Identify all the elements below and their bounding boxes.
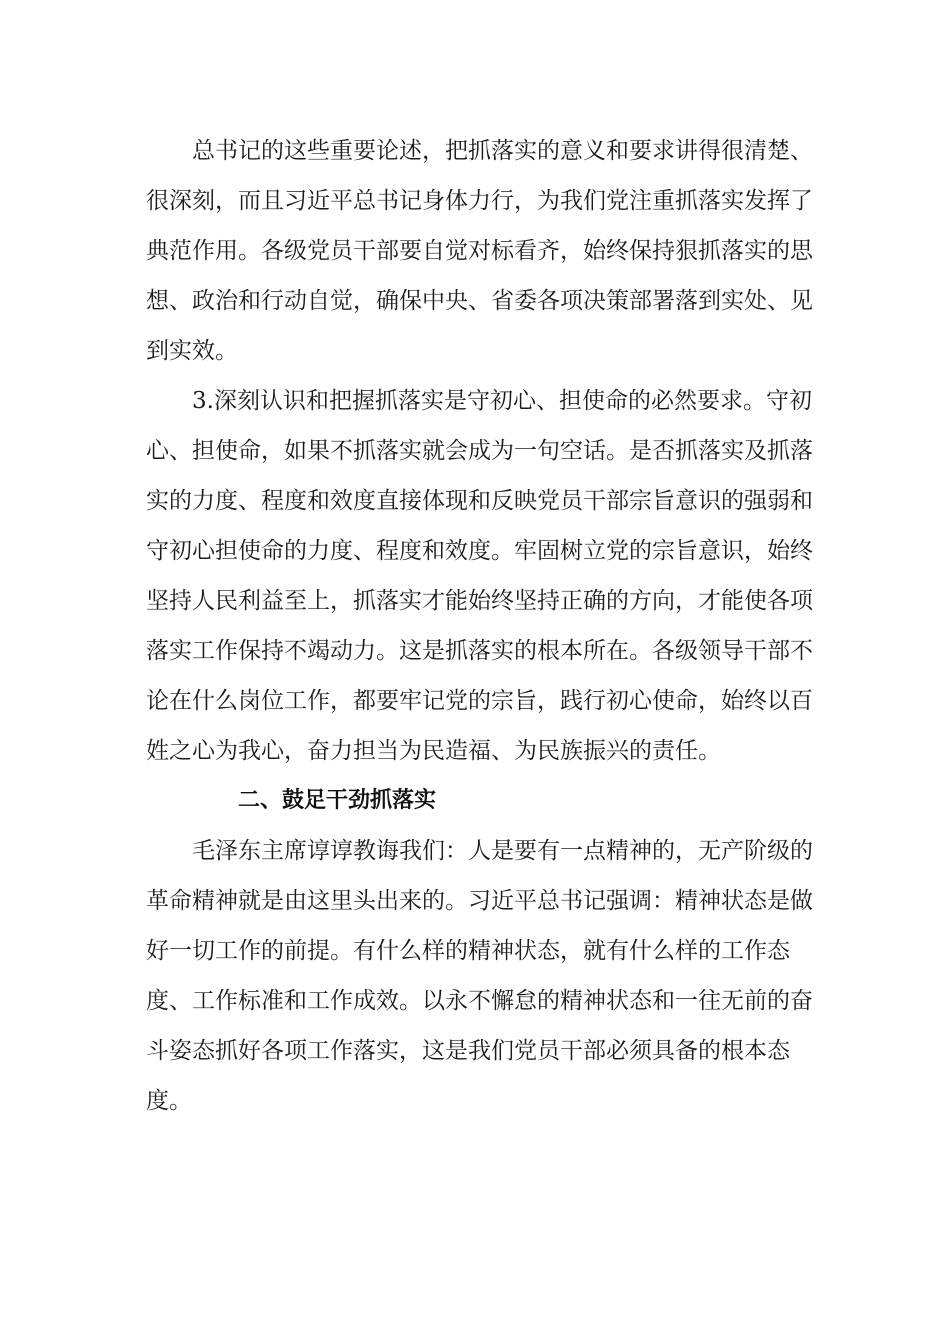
- paragraph-1-line-5: 到实效。: [146, 338, 238, 364]
- paragraph-2-line-5: 坚持人民利益至上，抓落实才能始终坚持正确的方向，才能使各项: [146, 588, 813, 614]
- section-heading: 二、鼓足干劲抓落实: [238, 788, 437, 813]
- paragraph-3-line-6: 度。: [146, 1088, 192, 1114]
- paragraph-1-line-1: 总书记的这些重要论述，把抓落实的意义和要求讲得很清楚、: [192, 138, 813, 164]
- paragraph-3-line-1: 毛泽东主席谆谆教诲我们：人是要有一点精神的，无产阶级的: [192, 838, 813, 864]
- paragraph-1-line-3: 典范作用。各级党员干部要自觉对标看齐，始终保持狠抓落实的思: [146, 238, 813, 264]
- paragraph-3-line-5: 斗姿态抓好各项工作落实，这是我们党员干部必须具备的根本态: [146, 1038, 790, 1064]
- paragraph-1-line-4: 想、政治和行动自觉，确保中央、省委各项决策部署落到实处、见: [146, 288, 813, 314]
- paragraph-3-line-2: 革命精神就是由这里头出来的。习近平总书记强调：精神状态是做: [146, 888, 813, 914]
- paragraph-2-line-1: 3.深刻认识和把握抓落实是守初心、担使命的必然要求。守初: [192, 388, 812, 414]
- paragraph-2-line-8: 姓之心为我心，奋力担当为民造福、为民族振兴的责任。: [146, 738, 721, 764]
- paragraph-2-line-7: 论在什么岗位工作，都要牢记党的宗旨，践行初心使命，始终以百: [146, 688, 813, 714]
- paragraph-2-line-4: 守初心担使命的力度、程度和效度。牢固树立党的宗旨意识，始终: [146, 538, 813, 564]
- paragraph-1-line-2: 很深刻，而且习近平总书记身体力行，为我们党注重抓落实发挥了: [146, 188, 813, 214]
- paragraph-3-line-3: 好一切工作的前提。有什么样的精神状态，就有什么样的工作态: [146, 938, 790, 964]
- paragraph-2-line-2: 心、担使命，如果不抓落实就会成为一句空话。是否抓落实及抓落: [146, 438, 813, 464]
- paragraph-2-line-6: 落实工作保持不竭动力。这是抓落实的根本所在。各级领导干部不: [146, 638, 813, 664]
- paragraph-2-line-3: 实的力度、程度和效度直接体现和反映党员干部宗旨意识的强弱和: [146, 488, 813, 514]
- paragraph-3-line-4: 度、工作标准和工作成效。以永不懈怠的精神状态和一往无前的奋: [146, 988, 813, 1014]
